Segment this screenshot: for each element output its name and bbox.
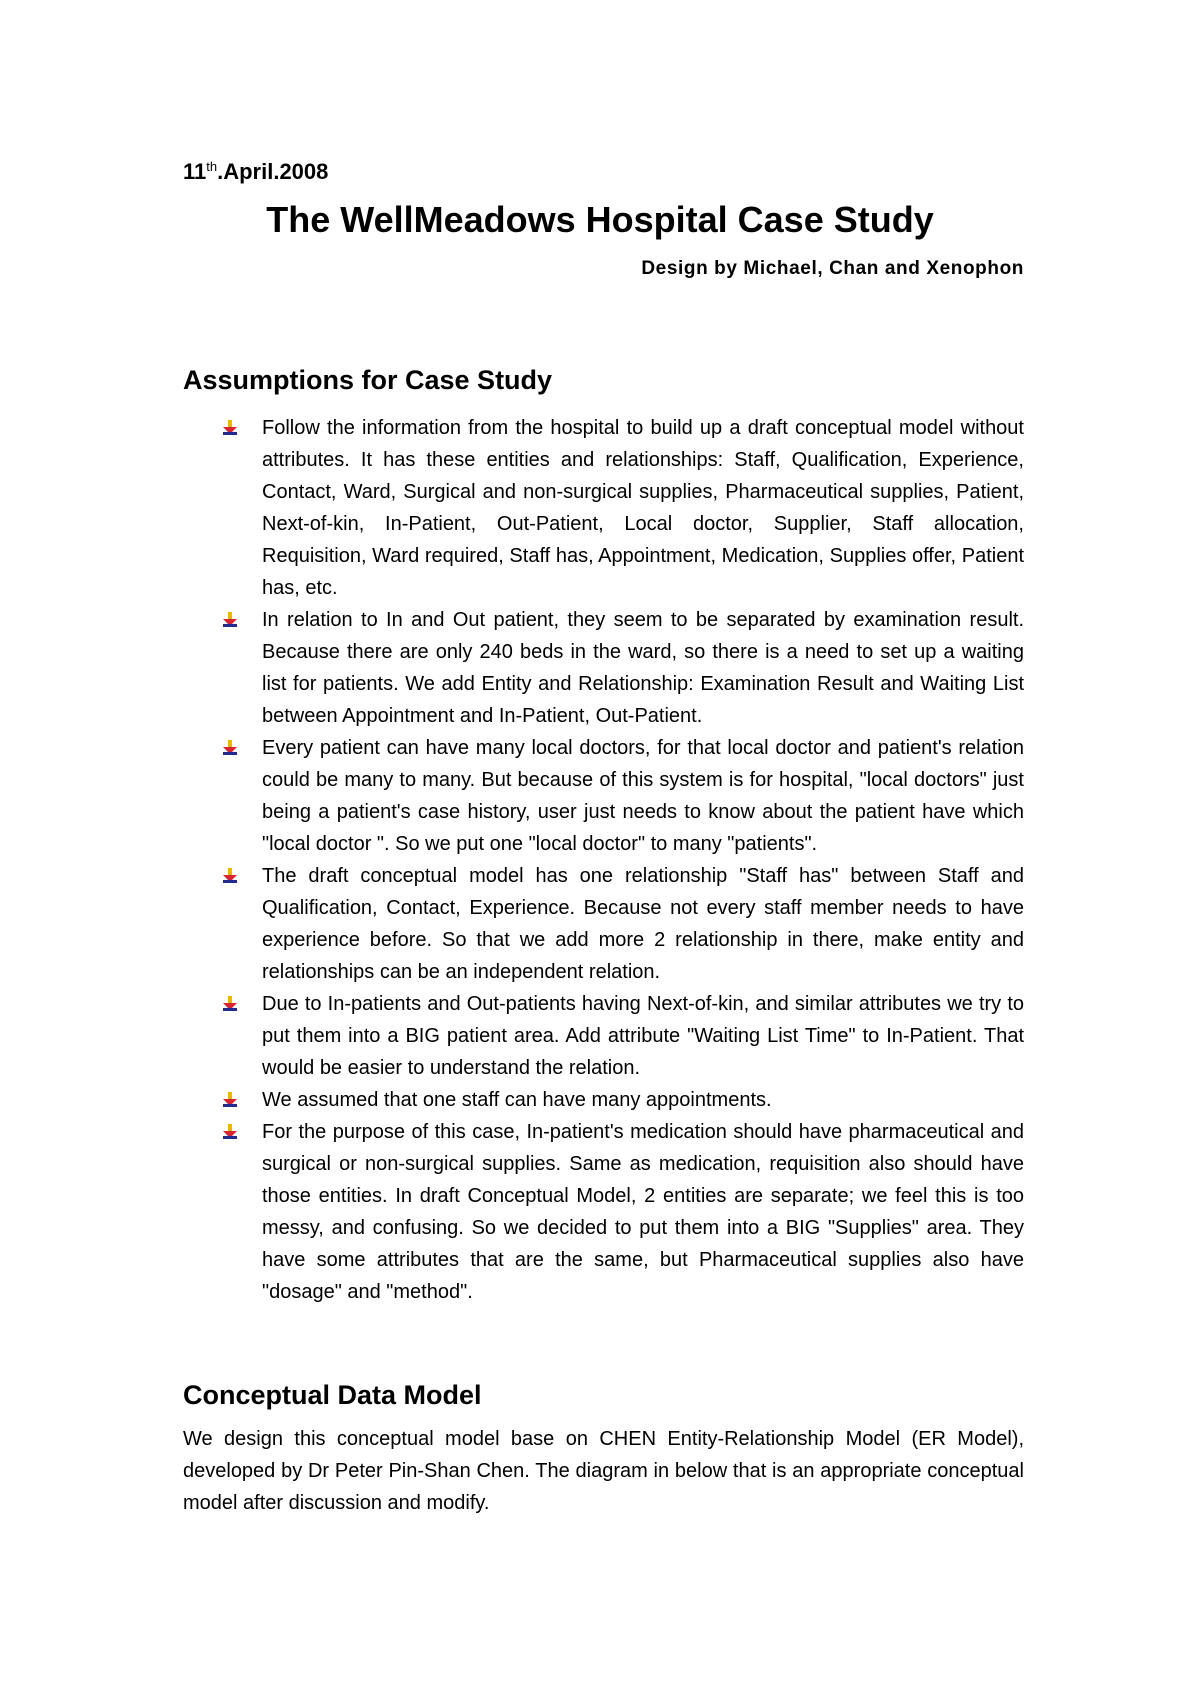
document-date: [183, 158, 328, 186]
date-day: 11: [183, 159, 207, 184]
conceptual-model-heading: Conceptual Data Model: [183, 1380, 482, 1410]
down-arrow-bullet-icon: [222, 1124, 238, 1140]
down-arrow-bullet-icon: [222, 740, 238, 756]
assumption-text: We assumed that one staff can have many appointments.: [262, 1089, 772, 1111]
assumption-item: [222, 1116, 1024, 1308]
down-arrow-bullet-icon: [222, 996, 238, 1012]
down-arrow-bullet-icon: [222, 420, 238, 436]
down-arrow-bullet-icon: [222, 1092, 238, 1108]
assumptions-list: [222, 412, 1024, 1308]
assumption-item: [222, 1084, 1024, 1116]
down-arrow-bullet-icon: [222, 868, 238, 884]
assumption-text: In relation to In and Out patient, they seem to be separated by examination result. Because there are only 240 beds in the ward, so there is a need to set up a waiting list for patients. We add Entity and Relationship: Examination Result and Waiting List between Appointment and In-Patient, Out-Patient.: [262, 609, 1024, 727]
assumption-item: [222, 860, 1024, 988]
conceptual-model-paragraph: We design this conceptual model base on CHEN Entity-Relationship Model (ER Model), developed by Dr Peter Pin-Shan Chen. The diagram in below that is an appropriate conceptual model after discussion and modify.: [183, 1428, 1024, 1514]
date-month-year: .April.2008: [217, 159, 329, 184]
assumption-item: [222, 604, 1024, 732]
document-title: The WellMeadows Hospital Case Study: [266, 199, 934, 240]
down-arrow-bullet-icon: [222, 612, 238, 628]
assumptions-heading: Assumptions for Case Study: [183, 365, 553, 395]
assumption-text: The draft conceptual model has one relationship "Staff has" between Staff and Qualification, Contact, Experience. Because not every staff member needs to have experience before. So that we add more 2 relationship in there, make entity and relationships can be an independent relation.: [262, 865, 1024, 983]
assumption-text: Follow the information from the hospital to build up a draft conceptual model without attributes. It has these entities and relationships: Staff, Qualification, Experience, Contact, Ward, Surgical and non-surgical supplies, Pharmaceutical supplies, Patient, Next-of-kin, In-Patient, Out-Patient, Local doctor, Supplier, Staff allocation, Requisition, Ward required, Staff has, Appointment, Medication, Supplies offer, Patient has, etc.: [262, 417, 1024, 599]
date-ordinal-suffix: th: [206, 159, 218, 174]
assumption-text: For the purpose of this case, In-patient's medication should have pharmaceutical and surgical or non-surgical supplies. Same as medication, requisition also should have those entities. In draft Conceptual Model, 2 entities are separate; we feel this is too messy, and confusing. So we decided to put them into a BIG "Supplies" area. They have some attributes that are the same, but Pharmaceutical supplies also have "dosage" and "method".: [262, 1121, 1024, 1303]
assumption-item: [222, 412, 1024, 604]
assumption-text: Every patient can have many local doctors, for that local doctor and patient's relation could be many to many. But because of this system is for hospital, "local doctors" just being a patient's case history, user just needs to know about the patient have which "local doctor ". So we put one "local doctor" to many "patients".: [262, 737, 1024, 855]
assumption-text: Due to In-patients and Out-patients having Next-of-kin, and similar attributes we try to put them into a BIG patient area. Add attribute "Waiting List Time" to In-Patient. That would be easier to understand the relation.: [262, 993, 1024, 1079]
assumption-item: [222, 988, 1024, 1084]
assumption-item: [222, 732, 1024, 860]
document-byline: Design by Michael, Chan and Xenophon: [641, 258, 1024, 279]
